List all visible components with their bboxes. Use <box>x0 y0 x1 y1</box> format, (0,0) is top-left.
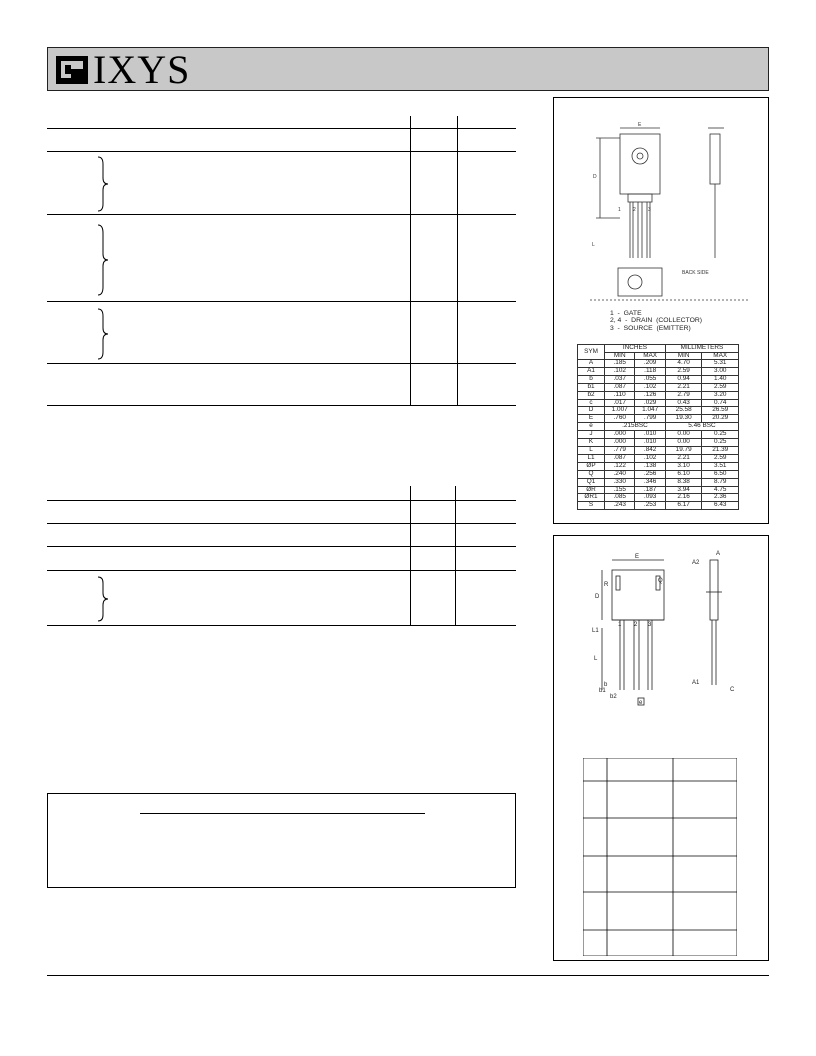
dimension-in-max: .055 <box>635 375 665 383</box>
dimension-sym: b <box>578 375 605 383</box>
dimension-mm-min: 25.58 <box>665 407 702 415</box>
dimension-in-max: .799 <box>635 415 665 423</box>
dimension-in-max: 1.047 <box>635 407 665 415</box>
dimension-sym: Q <box>578 470 605 478</box>
dimension-in-min: .122 <box>605 462 635 470</box>
dimension-in-min: .087 <box>605 454 635 462</box>
svg-text:D: D <box>595 594 600 600</box>
dimension-mm-min: 0.43 <box>665 399 702 407</box>
notice-box-rule <box>140 813 425 814</box>
dimension-in-min: .000 <box>605 439 635 447</box>
dimension-in-min: .102 <box>605 367 635 375</box>
dimension-sym: L <box>578 446 605 454</box>
dimension-mm-min: 2.21 <box>665 383 702 391</box>
dimension-mm-max: 20.29 <box>702 415 739 423</box>
dimension-mm-min: 6.10 <box>665 470 702 478</box>
svg-text:R: R <box>604 582 609 588</box>
dimension-sym: J <box>578 431 605 439</box>
dimension-mm-min: 4.70 <box>665 360 702 368</box>
dimension-mm-min: 0.00 <box>665 439 702 447</box>
svg-text:2: 2 <box>634 622 638 628</box>
dimension-sym: e <box>578 423 605 431</box>
dimension-in-min: .087 <box>605 383 635 391</box>
dimension-in-min: .185 <box>605 360 635 368</box>
dimension-in-max: .102 <box>635 454 665 462</box>
dimension-in-min: .017 <box>605 399 635 407</box>
dimension-mm-max: 5.31 <box>702 360 739 368</box>
table1-rule <box>47 214 516 215</box>
dimension-mm-max: 4.75 <box>702 486 739 494</box>
dimension-in-max: .138 <box>635 462 665 470</box>
svg-text:L: L <box>592 242 595 248</box>
package-outline-drawing <box>590 118 750 308</box>
dimension-mm-min: 6.17 <box>665 502 702 510</box>
dimension-in-min: .330 <box>605 478 635 486</box>
dimension-mm-min: 2.59 <box>665 367 702 375</box>
dimension-mm-max: 21.39 <box>702 446 739 454</box>
dimension-in-min: .243 <box>605 502 635 510</box>
dimension-row <box>578 383 739 391</box>
dimension-in-max: .102 <box>635 383 665 391</box>
dimension-sym: A <box>578 360 605 368</box>
svg-text:D: D <box>593 174 597 180</box>
svg-text:b: b <box>604 682 608 688</box>
dimension-mm-min: 0.00 <box>665 431 702 439</box>
dimension-sym: L1 <box>578 454 605 462</box>
dimension-inches-span: .215BSC <box>605 423 666 431</box>
dimension-in-max: .209 <box>635 360 665 368</box>
pin-legend-line: 1 - GATE <box>610 310 642 317</box>
svg-text:1: 1 <box>618 622 622 628</box>
dimension-sym: c <box>578 399 605 407</box>
col-sym: SYM <box>578 345 605 360</box>
table2-col-divider <box>455 486 456 625</box>
dimension-row <box>578 478 739 486</box>
table2-rule <box>47 570 516 571</box>
dimension-mm-min: 19.79 <box>665 446 702 454</box>
table2-col-divider <box>410 486 411 625</box>
ixys-logo <box>55 47 191 92</box>
svg-text:2: 2 <box>633 207 636 213</box>
notice-box <box>47 793 516 888</box>
ixys-logo-mark-icon <box>55 55 89 85</box>
dimension-in-max: .253 <box>635 502 665 510</box>
brace-icon <box>96 576 110 622</box>
col-inches: INCHES <box>605 345 666 353</box>
col-in-min: MIN <box>605 352 635 360</box>
svg-text:A2: A2 <box>692 560 700 566</box>
dimension-mm-max: 3.51 <box>702 462 739 470</box>
dimension-mm-min: 2.16 <box>665 494 702 502</box>
pin-legend-line: 2, 4 - DRAIN (COLLECTOR) <box>610 317 703 325</box>
dimension-sym: K <box>578 439 605 447</box>
dimension-mm-max: 26.59 <box>702 407 739 415</box>
dimension-in-max: .256 <box>635 470 665 478</box>
svg-text:b1: b1 <box>599 688 606 694</box>
dimension-table-header-row <box>578 345 739 353</box>
table1-rule <box>47 405 516 406</box>
dimension-mm-span: 5.46 BSC <box>665 423 738 431</box>
dimension-in-max: .118 <box>635 367 665 375</box>
dimension-in-max: .093 <box>635 494 665 502</box>
table1-rule <box>47 151 516 152</box>
svg-text:L: L <box>594 656 598 662</box>
dimension-mm-max: 6.43 <box>702 502 739 510</box>
dimension-in-max: .187 <box>635 486 665 494</box>
outline-drawing <box>588 550 748 710</box>
dimension-sym: S <box>578 502 605 510</box>
dimension-in-max: .126 <box>635 391 665 399</box>
svg-text:L1: L1 <box>592 628 599 634</box>
dimension-mm-min: 2.21 <box>665 454 702 462</box>
dimension-mm-max: 2.59 <box>702 454 739 462</box>
dimension-mm-max: 3.00 <box>702 367 739 375</box>
col-millimeters: MILLIMETERS <box>665 345 738 353</box>
dimension-mm-max: 0.74 <box>702 399 739 407</box>
dimension-row <box>578 502 739 510</box>
table1-col-divider <box>457 116 458 405</box>
footer-rule <box>47 975 769 976</box>
dimension-mm-min: 3.10 <box>665 462 702 470</box>
dimension-table-body <box>578 360 739 510</box>
table1-rule <box>47 363 516 364</box>
dimension-mm-min: 3.94 <box>665 486 702 494</box>
dimension-sym: D <box>578 407 605 415</box>
dimension-row <box>578 470 739 478</box>
svg-text:E: E <box>635 554 640 560</box>
dimension-in-min: .240 <box>605 470 635 478</box>
col-mm-max: MAX <box>702 352 739 360</box>
dimension-mm-max: 0.25 <box>702 439 739 447</box>
svg-text:3: 3 <box>648 207 651 213</box>
svg-text:e: e <box>639 700 643 706</box>
dimension-in-max: .010 <box>635 439 665 447</box>
dimension-mm-min: 19.30 <box>665 415 702 423</box>
svg-text:Q: Q <box>658 578 663 584</box>
col-mm-min: MIN <box>665 352 702 360</box>
table2-rule <box>47 500 516 501</box>
svg-text:A1: A1 <box>692 680 700 686</box>
dimension-mm-max: 1.40 <box>702 375 739 383</box>
dimension-in-min: .085 <box>605 494 635 502</box>
dimension-in-max: .029 <box>635 399 665 407</box>
dimension-in-min: .779 <box>605 446 635 454</box>
dimension-sym: Q1 <box>578 478 605 486</box>
dimension-mm-max: 0.25 <box>702 431 739 439</box>
dimension-in-min: .037 <box>605 375 635 383</box>
dimension-table <box>577 344 739 510</box>
table1-col-divider <box>410 116 411 405</box>
svg-text:A: A <box>716 551 721 557</box>
col-in-max: MAX <box>635 352 665 360</box>
dimension-mm-max: 2.59 <box>702 383 739 391</box>
brace-icon <box>96 156 110 212</box>
empty-grid-table <box>583 758 737 956</box>
table1-rule <box>47 301 516 302</box>
table2-rule <box>47 523 516 524</box>
dimension-in-max: .842 <box>635 446 665 454</box>
dimension-in-min: 1.007 <box>605 407 635 415</box>
dimension-mm-max: 8.79 <box>702 478 739 486</box>
brace-icon <box>96 308 110 360</box>
dimension-sym: b1 <box>578 383 605 391</box>
dimension-mm-max: 6.50 <box>702 470 739 478</box>
dimension-in-max: .346 <box>635 478 665 486</box>
dimension-row <box>578 462 739 470</box>
brand-name: IXYS <box>93 47 191 92</box>
dimension-in-max: .010 <box>635 431 665 439</box>
dimension-sym: E <box>578 415 605 423</box>
dimension-sym: A1 <box>578 367 605 375</box>
dimension-mm-min: 2.79 <box>665 391 702 399</box>
dimension-mm-max: 2.36 <box>702 494 739 502</box>
pin-legend <box>610 310 702 332</box>
brace-icon <box>96 224 110 296</box>
dimension-sym: ØR1 <box>578 494 605 502</box>
svg-text:3: 3 <box>648 622 652 628</box>
table2-rule <box>47 546 516 547</box>
dimension-mm-min: 0.94 <box>665 375 702 383</box>
dimension-in-min: .155 <box>605 486 635 494</box>
svg-text:E: E <box>638 122 642 128</box>
dimension-in-min: .110 <box>605 391 635 399</box>
dimension-sym: ØP <box>578 462 605 470</box>
dimension-mm-max: 3.20 <box>702 391 739 399</box>
svg-text:C: C <box>730 687 735 693</box>
dimension-in-min: .000 <box>605 431 635 439</box>
dimension-row <box>578 391 739 399</box>
svg-text:1: 1 <box>618 207 621 213</box>
dimension-sym: b2 <box>578 391 605 399</box>
table2-rule <box>47 625 516 626</box>
pin-legend-line: 3 - SOURCE (EMITTER) <box>610 324 691 332</box>
table1-rule <box>47 128 516 129</box>
dimension-sym: ØR <box>578 486 605 494</box>
svg-text:BACK SIDE: BACK SIDE <box>682 270 709 276</box>
svg-text:b2: b2 <box>610 694 617 700</box>
dimension-mm-min: 8.38 <box>665 478 702 486</box>
dimension-in-min: .760 <box>605 415 635 423</box>
